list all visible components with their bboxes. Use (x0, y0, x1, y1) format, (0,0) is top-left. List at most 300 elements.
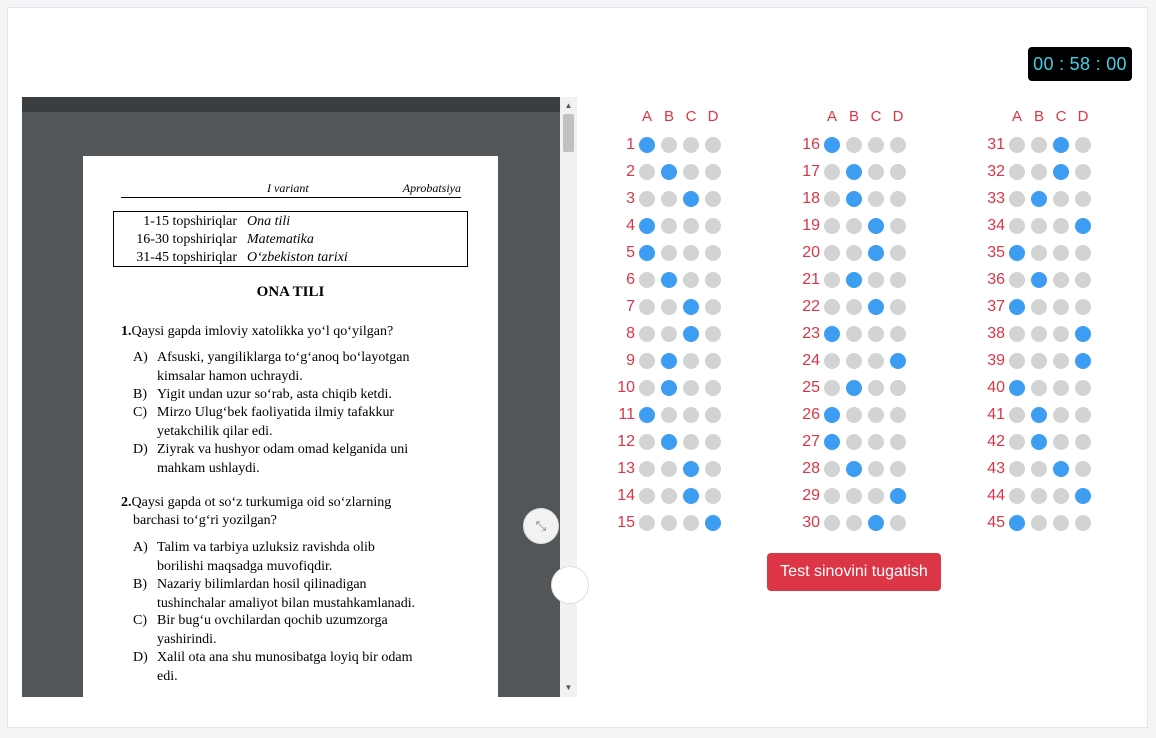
shrink-icon: ⤡ (535, 518, 547, 533)
question-number: 13 (617, 460, 635, 477)
answer-bubble-c[interactable] (1053, 191, 1069, 207)
answer-bubble-a[interactable] (1009, 407, 1025, 423)
question-number: 26 (802, 406, 820, 423)
question-number: 17 (802, 163, 820, 180)
option-letter-header: A (1011, 108, 1022, 125)
answer-bubble-c[interactable] (683, 164, 699, 180)
option-letter-header: D (707, 108, 719, 125)
question-number: 8 (626, 325, 635, 342)
answer-bubble-d[interactable] (705, 272, 721, 288)
answer-bubble-c[interactable] (1053, 407, 1069, 423)
answer-bubble-c[interactable] (683, 461, 699, 477)
question-number: 43 (987, 460, 1005, 477)
answer-bubble-c[interactable] (683, 488, 699, 504)
question-number: 31 (987, 136, 1005, 153)
answer-bubble-a[interactable] (1009, 353, 1025, 369)
answer-bubble-b[interactable] (846, 272, 862, 288)
question-text: Qaysi gapda imloviy xatolikka yo‘l qo‘yilgan? (131, 324, 394, 339)
question-number: 28 (802, 460, 820, 477)
question-number: 20 (802, 244, 820, 261)
answer-bubble-a[interactable] (1009, 164, 1025, 180)
answer-bubble-d[interactable] (890, 353, 906, 369)
topic-row (114, 213, 467, 231)
question-number: 40 (987, 379, 1005, 396)
answer-bubble-d[interactable] (890, 461, 906, 477)
answer-bubble-a[interactable] (824, 137, 840, 153)
topic-row (114, 231, 467, 249)
answer-bubble-c[interactable] (683, 299, 699, 315)
answer-bubble-d[interactable] (1075, 407, 1091, 423)
question-number: 9 (626, 352, 635, 369)
option (133, 539, 463, 576)
answer-bubble-a[interactable] (639, 326, 655, 342)
answer-bubble-d[interactable] (1075, 137, 1091, 153)
option-text: Ziyrak va hushyor odam omad kelganida uni (157, 442, 409, 457)
answer-bubble-c[interactable] (1053, 245, 1069, 261)
question-number: 2. (121, 495, 132, 510)
topic-subject: Ona tili (247, 214, 291, 229)
answer-bubble-b[interactable] (846, 245, 862, 261)
question-number: 45 (987, 514, 1005, 531)
answer-bubble-a[interactable] (1009, 488, 1025, 504)
answer-bubble-a[interactable] (639, 299, 655, 315)
answer-bubble-d[interactable] (705, 488, 721, 504)
collapse-viewer-button[interactable] (523, 508, 559, 544)
pdf-page (83, 156, 498, 697)
question-number: 25 (802, 379, 820, 396)
option-letter: B) (133, 387, 147, 402)
option-text: Mirzo Ulug‘bek faoliyatida ilmiy tafakkur (157, 405, 395, 420)
answer-bubble-d[interactable] (1075, 164, 1091, 180)
answer-bubble-d[interactable] (705, 326, 721, 342)
answer-bubble-a[interactable] (639, 164, 655, 180)
answer-bubble-b[interactable] (661, 272, 677, 288)
answer-bubble-c[interactable] (868, 272, 884, 288)
answer-bubble-b[interactable] (846, 407, 862, 423)
option (133, 576, 463, 613)
question-1 (121, 323, 466, 341)
answer-bubble-d[interactable] (1075, 380, 1091, 396)
countdown-timer: 00 : 58 : 00 (1028, 47, 1132, 81)
topic-subject: Matematika (247, 232, 314, 247)
answer-bubble-b[interactable] (1031, 191, 1047, 207)
answer-bubble-b[interactable] (846, 137, 862, 153)
question-number: 5 (626, 244, 635, 261)
question-number: 29 (802, 487, 820, 504)
answer-bubble-c[interactable] (868, 407, 884, 423)
pdf-viewer[interactable] (22, 97, 577, 697)
answer-bubble-a[interactable] (639, 137, 655, 153)
answer-bubble-a[interactable] (824, 407, 840, 423)
answer-bubble-a[interactable] (1009, 137, 1025, 153)
answer-bubble-d[interactable] (705, 164, 721, 180)
answer-bubble-d[interactable] (1075, 299, 1091, 315)
option-letter: A) (133, 540, 148, 555)
answer-bubble-c[interactable] (1053, 461, 1069, 477)
answer-bubble-c[interactable] (683, 137, 699, 153)
answer-bubble-b[interactable] (1031, 461, 1047, 477)
question-number: 33 (987, 190, 1005, 207)
question-number: 1. (121, 324, 132, 339)
answer-bubble-c[interactable] (868, 191, 884, 207)
question-number: 1 (626, 136, 635, 153)
answer-bubble-d[interactable] (1075, 488, 1091, 504)
answer-bubble-c[interactable] (1053, 299, 1069, 315)
question-number: 10 (617, 379, 635, 396)
pdf-scrollbar[interactable] (560, 97, 577, 697)
option-text: Talim va tarbiya uzluksiz ravishda olib (157, 540, 375, 555)
option-letter: B) (133, 577, 147, 592)
answer-bubble-a[interactable] (824, 461, 840, 477)
answer-bubble-a[interactable] (639, 515, 655, 531)
question-number: 21 (802, 271, 820, 288)
answer-bubble-b[interactable] (1031, 353, 1047, 369)
question-number: 27 (802, 433, 820, 450)
option-text: mahkam ushlaydi. (157, 460, 260, 476)
answer-bubble-b[interactable] (846, 299, 862, 315)
option (133, 386, 463, 405)
option-text: borilishi maqsadga muvofiqdir. (157, 558, 333, 574)
answer-bubble-a[interactable] (1009, 245, 1025, 261)
question-text: barchasi to‘g‘ri yozilgan? (133, 513, 277, 528)
answer-bubble-a[interactable] (1009, 434, 1025, 450)
answer-bubble-c[interactable] (868, 164, 884, 180)
answer-bubble-c[interactable] (683, 407, 699, 423)
question-number: 7 (626, 298, 635, 315)
answer-bubble-b[interactable] (1031, 326, 1047, 342)
answer-bubble-a[interactable] (1009, 218, 1025, 234)
answer-bubble-d[interactable] (890, 272, 906, 288)
answer-bubble-b[interactable] (1031, 434, 1047, 450)
answer-bubble-b[interactable] (661, 299, 677, 315)
option-text: Xalil ota ana shu munosibatga loyiq bir odam (157, 650, 413, 665)
answer-bubble-c[interactable] (683, 326, 699, 342)
question-number: 23 (802, 325, 820, 342)
answer-bubble-a[interactable] (1009, 515, 1025, 531)
finish-test-button[interactable]: Test sinovini tugatish (767, 553, 941, 591)
answer-bubble-a[interactable] (824, 164, 840, 180)
answer-bubble-c[interactable] (1053, 272, 1069, 288)
answer-bubble-b[interactable] (1031, 245, 1047, 261)
answer-bubble-c[interactable] (683, 434, 699, 450)
option-text: kimsalar hamon uchraydi. (157, 368, 303, 384)
answer-bubble-b[interactable] (661, 461, 677, 477)
answer-bubble-d[interactable] (705, 515, 721, 531)
question-number: 14 (617, 487, 635, 504)
toggle-button[interactable] (551, 566, 589, 604)
option-letter: A) (133, 350, 148, 365)
answer-bubble-c[interactable] (1053, 380, 1069, 396)
answer-bubble-c[interactable] (1053, 353, 1069, 369)
answer-bubble-b[interactable] (1031, 380, 1047, 396)
option (133, 404, 463, 441)
answer-bubble-d[interactable] (890, 218, 906, 234)
question-number: 35 (987, 244, 1005, 261)
option-letter-header: B (1033, 108, 1044, 125)
question-number: 12 (617, 433, 635, 450)
question-number: 3 (626, 190, 635, 207)
answer-bubble-b[interactable] (661, 407, 677, 423)
answer-bubble-d[interactable] (1075, 272, 1091, 288)
question-number: 34 (987, 217, 1005, 234)
answer-bubble-a[interactable] (639, 353, 655, 369)
question-text: Qaysi gapda ot so‘z turkumiga oid so‘zlarning (131, 495, 392, 510)
answer-bubble-a[interactable] (1009, 299, 1025, 315)
answer-bubble-d[interactable] (890, 434, 906, 450)
answer-bubble-b[interactable] (661, 191, 677, 207)
answer-bubble-a[interactable] (639, 191, 655, 207)
answer-bubble-c[interactable] (868, 245, 884, 261)
answer-bubble-a[interactable] (639, 407, 655, 423)
answer-bubble-a[interactable] (824, 353, 840, 369)
question-number: 39 (987, 352, 1005, 369)
answer-bubble-b[interactable] (661, 218, 677, 234)
question-number: 4 (626, 217, 635, 234)
answer-bubble-c[interactable] (868, 434, 884, 450)
scroll-up-arrow-icon[interactable]: ▲ (564, 101, 573, 110)
answer-bubble-d[interactable] (705, 380, 721, 396)
answer-bubble-b[interactable] (661, 326, 677, 342)
answer-bubble-b[interactable] (846, 353, 862, 369)
question-number: 16 (802, 136, 820, 153)
topic-row (114, 249, 467, 267)
section-title: ONA TILI (256, 284, 325, 300)
question-number: 44 (987, 487, 1005, 504)
answer-bubble-a[interactable] (639, 218, 655, 234)
question-number: 22 (802, 298, 820, 315)
option-text: Yigit undan uzur so‘rab, asta chiqib ketdi. (157, 387, 392, 402)
answer-bubble-c[interactable] (868, 218, 884, 234)
answer-bubble-d[interactable] (890, 137, 906, 153)
answer-bubble-d[interactable] (1075, 515, 1091, 531)
question-number: 38 (987, 325, 1005, 342)
question-number: 32 (987, 163, 1005, 180)
answer-bubble-a[interactable] (639, 434, 655, 450)
answer-bubble-b[interactable] (661, 164, 677, 180)
answer-bubble-b[interactable] (661, 245, 677, 261)
answer-bubble-c[interactable] (1053, 434, 1069, 450)
answer-bubble-a[interactable] (824, 380, 840, 396)
answer-bubble-a[interactable] (639, 245, 655, 261)
question-number: 36 (987, 271, 1005, 288)
answer-bubble-a[interactable] (824, 245, 840, 261)
option-letter-header: B (663, 108, 674, 125)
answer-bubble-a[interactable] (824, 488, 840, 504)
question-number: 42 (987, 433, 1005, 450)
answer-bubble-a[interactable] (824, 191, 840, 207)
question-number: 15 (617, 514, 635, 531)
answer-bubble-b[interactable] (846, 218, 862, 234)
answer-bubble-a[interactable] (639, 380, 655, 396)
answer-bubble-c[interactable] (683, 353, 699, 369)
answer-bubble-a[interactable] (1009, 191, 1025, 207)
answer-bubble-c[interactable] (1053, 515, 1069, 531)
answer-bubble-d[interactable] (890, 515, 906, 531)
answer-bubble-b[interactable] (661, 515, 677, 531)
answer-bubble-b[interactable] (846, 191, 862, 207)
question-number: 37 (987, 298, 1005, 315)
option-text: edi. (157, 668, 178, 684)
answer-bubble-d[interactable] (1075, 461, 1091, 477)
answer-bubble-d[interactable] (705, 407, 721, 423)
answer-bubble-c[interactable] (683, 272, 699, 288)
topic-range: 16-30 topshiriqlar (136, 232, 237, 247)
answer-bubble-b[interactable] (661, 488, 677, 504)
answer-bubble-d[interactable] (890, 191, 906, 207)
answer-bubble-d[interactable] (890, 488, 906, 504)
answer-bubble-b[interactable] (1031, 137, 1047, 153)
question-number: 30 (802, 514, 820, 531)
answer-bubble-a[interactable] (824, 218, 840, 234)
pdf-viewer-toolbar (22, 97, 560, 112)
answer-bubble-c[interactable] (868, 515, 884, 531)
option-letter-header: A (641, 108, 652, 125)
answer-bubble-c[interactable] (868, 299, 884, 315)
answer-bubble-b[interactable] (846, 515, 862, 531)
answer-bubble-b[interactable] (1031, 218, 1047, 234)
option-letter: D) (133, 442, 148, 457)
answer-bubble-d[interactable] (705, 461, 721, 477)
option (133, 349, 463, 386)
option-letter: C) (133, 613, 147, 628)
option-letter-header: D (1077, 108, 1089, 125)
stage-label: Aprobatsiya (402, 181, 461, 195)
answer-bubble-d[interactable] (1075, 353, 1091, 369)
answer-bubble-a[interactable] (639, 461, 655, 477)
option (133, 441, 463, 478)
answer-bubble-a[interactable] (1009, 272, 1025, 288)
question-number: 19 (802, 217, 820, 234)
answer-bubble-d[interactable] (890, 164, 906, 180)
answer-bubble-d[interactable] (705, 191, 721, 207)
answer-bubble-c[interactable] (683, 515, 699, 531)
option-letter-header: C (685, 108, 697, 125)
answer-bubble-c[interactable] (1053, 164, 1069, 180)
answer-bubble-d[interactable] (705, 218, 721, 234)
option-text: Bir bug‘u ovchilardan qochib uzumzorga (157, 613, 388, 628)
answer-bubble-d[interactable] (1075, 218, 1091, 234)
option (133, 612, 463, 649)
scroll-thumb[interactable] (563, 114, 574, 152)
answer-bubble-b[interactable] (661, 434, 677, 450)
answer-bubble-b[interactable] (1031, 299, 1047, 315)
answer-bubble-b[interactable] (661, 380, 677, 396)
answer-bubble-d[interactable] (890, 407, 906, 423)
answer-bubble-c[interactable] (1053, 326, 1069, 342)
answer-bubble-c[interactable] (683, 245, 699, 261)
question-number: 2 (626, 163, 635, 180)
answer-bubble-a[interactable] (824, 434, 840, 450)
answer-bubble-c[interactable] (1053, 488, 1069, 504)
question-number: 41 (987, 406, 1005, 423)
question-number: 18 (802, 190, 820, 207)
answer-bubble-c[interactable] (868, 326, 884, 342)
variant-label: I variant (267, 181, 309, 195)
answer-bubble-c[interactable] (1053, 137, 1069, 153)
answer-bubble-b[interactable] (846, 326, 862, 342)
answer-bubble-b[interactable] (661, 137, 677, 153)
answer-bubble-b[interactable] (846, 380, 862, 396)
answer-bubble-c[interactable] (868, 137, 884, 153)
answer-bubble-d[interactable] (1075, 245, 1091, 261)
answer-bubble-d[interactable] (890, 326, 906, 342)
topics-table (113, 211, 468, 267)
answer-bubble-c[interactable] (683, 218, 699, 234)
question-number: 11 (618, 406, 635, 423)
topic-subject: O‘zbekiston tarixi (247, 250, 348, 265)
answer-bubble-a[interactable] (639, 488, 655, 504)
option-text: yetakchilik qilar edi. (157, 423, 273, 439)
answer-bubble-d[interactable] (705, 353, 721, 369)
option-letter-header: A (826, 108, 837, 125)
answer-bubble-d[interactable] (705, 434, 721, 450)
answer-bubble-b[interactable] (1031, 272, 1047, 288)
answer-bubble-a[interactable] (1009, 380, 1025, 396)
page-header (121, 178, 461, 198)
answer-bubble-d[interactable] (1075, 434, 1091, 450)
answer-bubble-a[interactable] (824, 515, 840, 531)
answer-bubble-d[interactable] (890, 380, 906, 396)
answer-bubble-b[interactable] (1031, 515, 1047, 531)
answer-bubble-a[interactable] (824, 299, 840, 315)
answer-bubble-b[interactable] (846, 164, 862, 180)
answer-bubble-b[interactable] (1031, 164, 1047, 180)
answer-bubble-b[interactable] (846, 434, 862, 450)
option-letter-header: B (848, 108, 859, 125)
question-number: 6 (626, 271, 635, 288)
answer-bubble-d[interactable] (1075, 326, 1091, 342)
option-letter-header: D (892, 108, 904, 125)
answer-bubble-c[interactable] (683, 380, 699, 396)
answer-bubble-b[interactable] (661, 353, 677, 369)
scroll-down-arrow-icon[interactable]: ▼ (564, 683, 573, 692)
answer-bubble-d[interactable] (705, 245, 721, 261)
option (133, 649, 463, 686)
answer-bubble-a[interactable] (824, 326, 840, 342)
option-text: yashirindi. (157, 631, 217, 647)
answer-bubble-d[interactable] (705, 299, 721, 315)
topic-range: 31-45 topshiriqlar (136, 250, 237, 265)
option-letter-header: C (1055, 108, 1067, 125)
option-letter: C) (133, 405, 147, 420)
answer-bubble-c[interactable] (868, 353, 884, 369)
answer-bubble-b[interactable] (846, 461, 862, 477)
question-2 (121, 494, 466, 530)
answer-bubble-b[interactable] (1031, 407, 1047, 423)
option-text: tushinchalar amaliyot bilan mustahkamlanadi. (157, 595, 416, 611)
answer-bubble-d[interactable] (705, 137, 721, 153)
topic-range: 1-15 topshiriqlar (143, 214, 237, 229)
answer-bubble-c[interactable] (868, 488, 884, 504)
answer-bubble-c[interactable] (868, 461, 884, 477)
option-letter-header: C (870, 108, 882, 125)
answer-bubble-d[interactable] (890, 299, 906, 315)
answer-bubble-c[interactable] (1053, 218, 1069, 234)
answer-bubble-b[interactable] (846, 488, 862, 504)
answer-bubble-d[interactable] (1075, 191, 1091, 207)
answer-bubble-a[interactable] (639, 272, 655, 288)
answer-bubble-a[interactable] (1009, 326, 1025, 342)
question-number: 24 (802, 352, 820, 369)
answer-bubble-c[interactable] (868, 380, 884, 396)
answer-bubble-c[interactable] (683, 191, 699, 207)
option-letter: D) (133, 650, 148, 665)
answer-bubble-a[interactable] (824, 272, 840, 288)
answer-bubble-d[interactable] (890, 245, 906, 261)
answer-bubble-a[interactable] (1009, 461, 1025, 477)
option-text: Afsuski, yangiliklarga to‘g‘anoq bo‘layotgan (157, 350, 410, 365)
answer-bubble-b[interactable] (1031, 488, 1047, 504)
